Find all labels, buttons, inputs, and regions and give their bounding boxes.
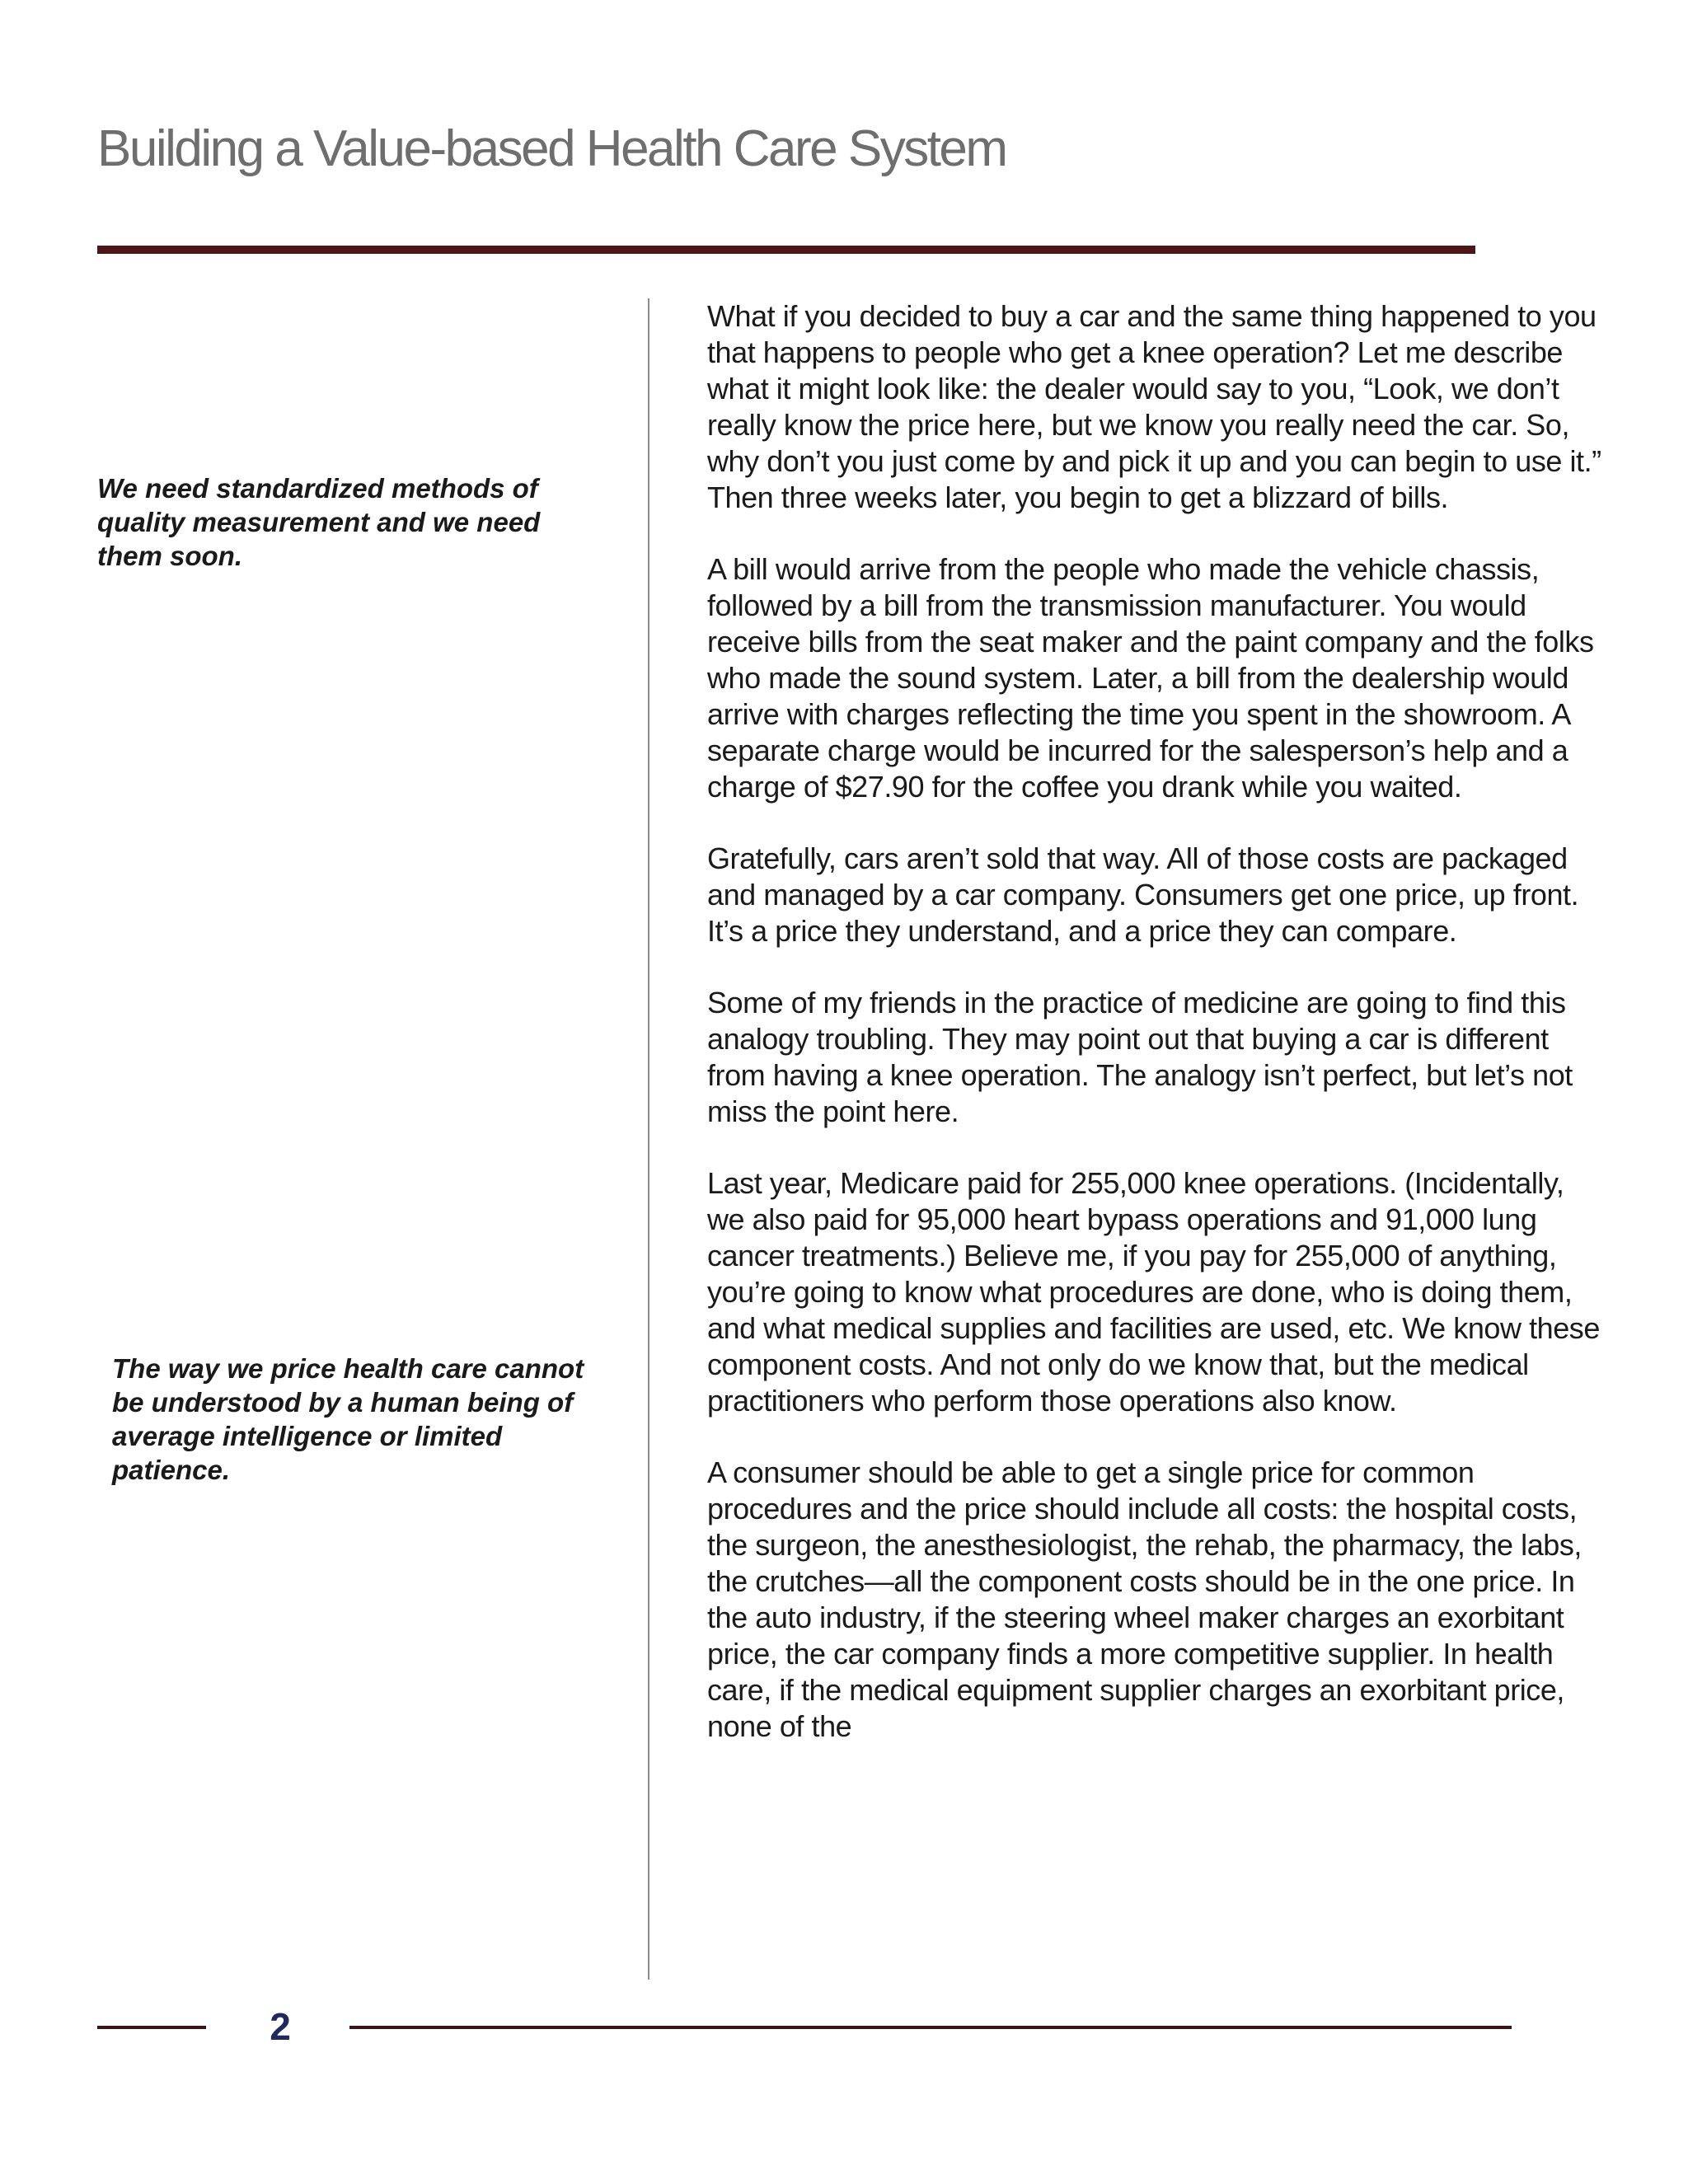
footer-rule-right: [349, 2026, 1512, 2029]
body-column: [707, 298, 1606, 1780]
column-divider: [648, 298, 649, 1980]
body-paragraph-6: A consumer should be able to get a single price for common procedures and the price should include all costs: the hospital costs, the surgeon, the anesthesiologist, the rehab, the pharmacy, the labs, the crutches—all the component costs should be in the one price. In the auto industry, if the steering wheel maker charges an exorbitant price, the car company finds a more competitive supplier. In health care, if the medical equipment supplier charges an exorbitant price, none of the: [707, 1455, 1582, 1743]
pull-quote-1: We need standardized methods of quality measurement and we need them soon.: [97, 473, 541, 571]
body-paragraph-1: What if you decided to buy a car and the same thing happened to you that happens to people who get a knee operation? Let me describe what it might look like: the dealer would say to you, “Look, we don’t really know the price here, but we know you really need the car. So, why don’t you just come by and pick it up and you can begin to use it.” Then three weeks later, you begin to get a blizzard of bills.: [707, 299, 1601, 514]
body-paragraph-2: A bill would arrive from the people who made the vehicle chassis, followed by a bill from the transmission manufacturer. You would receive bills from the seat maker and the paint company and the folks who made the sound system. Later, a bill from the dealership would arrive with charges reflecting the time you spent in the showroom. A separate charge would be incurred for the salesperson’s help and a charge of $27.90 for the coffee you drank while you waited.: [707, 552, 1594, 804]
body-paragraph-3: Gratefully, cars aren’t sold that way. All of those costs are packaged and managed by a car company. Consumers get one price, up front. It’s a price they understand, and a price they can compare.: [707, 841, 1579, 948]
footer-rule-left: [97, 2026, 206, 2029]
body-paragraph-4: Some of my friends in the practice of medicine are going to find this analogy troubling. They may point out that buying a car is different from having a knee operation. The analogy isn’t perfect, but let’s not miss the point here.: [707, 986, 1573, 1128]
body-paragraph-5: Last year, Medicare paid for 255,000 knee operations. (Incidentally, we also paid for 95,000 heart bypass operations and 91,000 lung cancer treatments.) Believe me, if you pay for 255,000 of anything, you’re going to know what procedures are done, who is doing them, and what medical supplies and facilities are used, etc. We know these component costs. And not only do we know that, but the medical practitioners who perform those operations also know.: [707, 1166, 1600, 1418]
page-title: Building a Value-based Health Care System: [97, 120, 1006, 177]
pull-quote-2: The way we price health care cannot be understood by a human being of average intelligence or limited patience.: [112, 1353, 584, 1485]
header-rule: [97, 246, 1475, 254]
page-number: 2: [270, 2005, 291, 2048]
